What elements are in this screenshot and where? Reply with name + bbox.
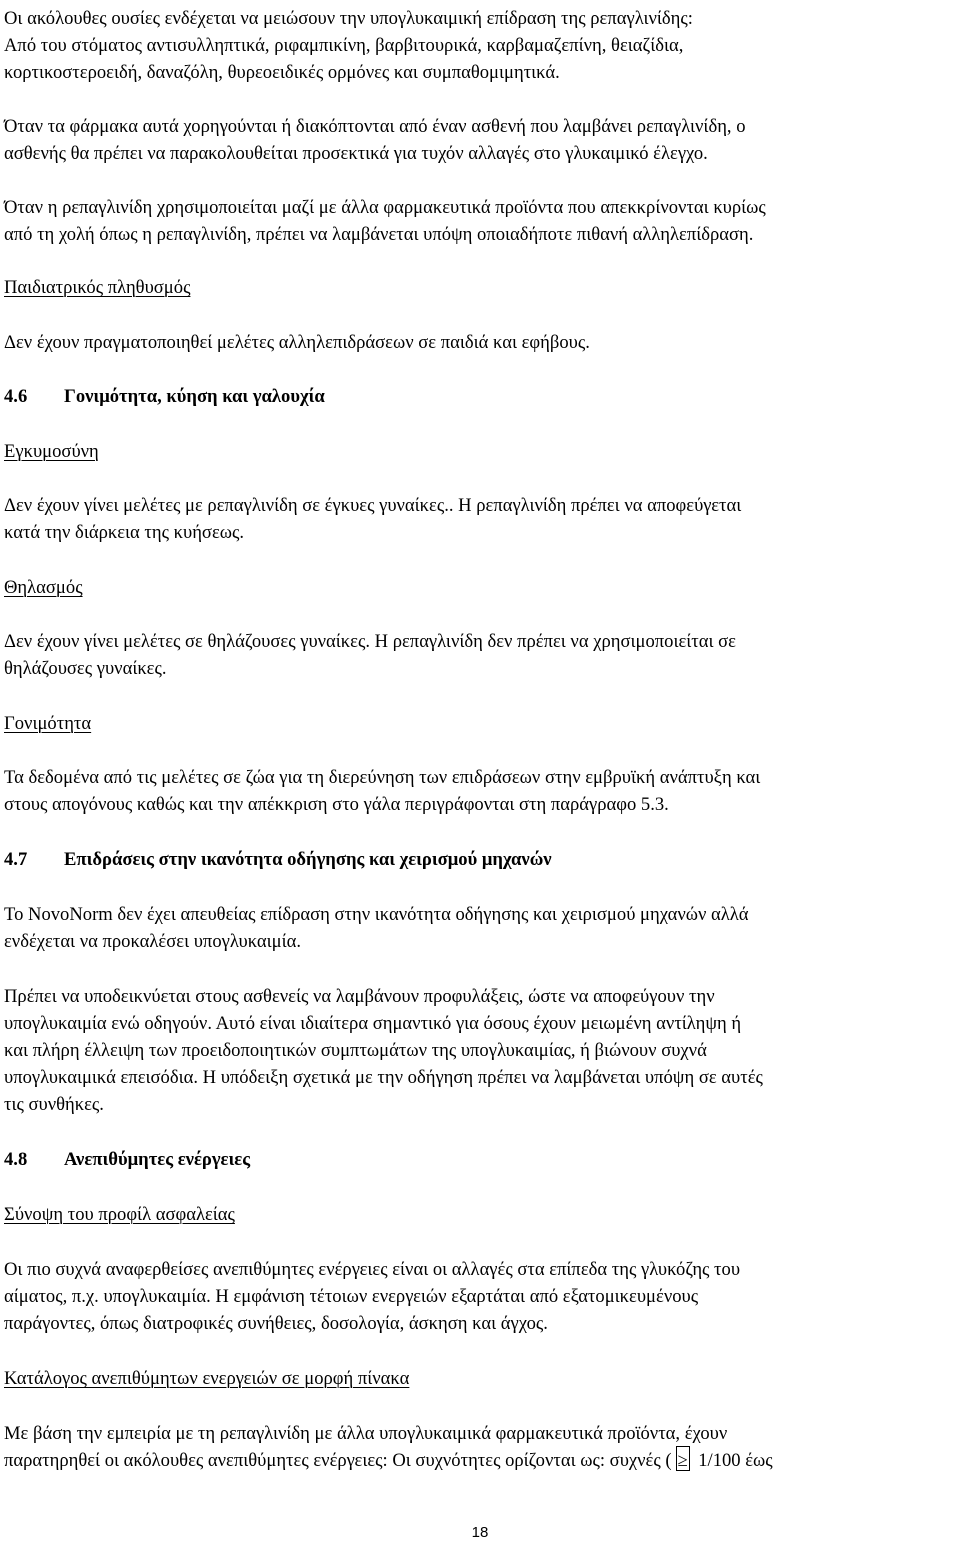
- text-run: παρατηρηθεί οι ακόλουθες ανεπιθύμητες ενέργειες: Οι συχνότητες ορίζονται ως: συχνές (: [4, 1450, 672, 1471]
- text-line: Τα δεδομένα από τις μελέτες σε ζώα για τη διερεύνηση των επιδράσεων στην εμβρυϊκή ανάπτυξη και: [4, 767, 761, 788]
- section-heading-4-7: [4, 846, 956, 873]
- text-line: Όταν η ρεπαγλινίδη χρησιμοποιείται μαζί με άλλα φαρμακευτικά προϊόντα που απεκκρίνονται κυρίως: [4, 197, 766, 218]
- greater-equal-symbol: ≥: [672, 1447, 694, 1474]
- text-line: ασθενής θα πρέπει να παρακολουθείται προσεκτικά για τυχόν αλλαγές στο γλυκαιμικό έλεγχο.: [4, 143, 708, 164]
- text-line: αίματος, π.χ. υπογλυκαιμία. Η εμφάνιση τέτοιων ενεργειών εξαρτάται από εξατομικευμένους: [4, 1286, 699, 1307]
- text-line: από τη χολή όπως η ρεπαγλινίδη, πρέπει να λαμβάνεται υπόψη οποιαδήποτε πιθανή αλληλεπίδραση.: [4, 224, 754, 245]
- text-run: 1/100 έως: [693, 1450, 773, 1471]
- subheading-safety-profile: Σύνοψη του προφίλ ασφαλείας: [4, 1204, 235, 1225]
- section-number: 4.6: [4, 386, 28, 407]
- text-line: στους απογόνους καθώς και την απέκκριση στο γάλα περιγράφονται στη παράγραφο 5.3.: [4, 794, 669, 815]
- section-heading-4-6: [4, 383, 956, 410]
- text-line: Όταν τα φάρμακα αυτά χορηγούνται ή διακόπτονται από έναν ασθενή που λαμβάνει ρεπαγλινίδη, ο: [4, 116, 746, 137]
- text-line: θηλάζουσες γυναίκες.: [4, 658, 167, 679]
- section-title: Γονιμότητα, κύηση και γαλουχία: [64, 386, 325, 407]
- text-line: και πλήρη έλλειψη των προειδοποιητικών συμπτωμάτων της υπογλυκαιμίας, ή βιώνουν συχνά: [4, 1040, 707, 1061]
- section-heading-4-8: [4, 1146, 956, 1173]
- text-line: [4, 1447, 956, 1474]
- subheading-breastfeeding: Θηλασμός: [4, 577, 83, 598]
- text-line: κορτικοστεροειδή, δαναζόλη, θυρεοειδικές ορμόνες και συμπαθομιμητικά.: [4, 62, 560, 83]
- text-line: Δεν έχουν πραγματοποιηθεί μελέτες αλληλεπιδράσεων σε παιδιά και εφήβους.: [4, 332, 590, 353]
- subheading-pregnancy: Εγκυμοσύνη: [4, 441, 99, 462]
- text-line: Πρέπει να υποδεικνύεται στους ασθενείς να λαμβάνουν προφυλάξεις, ώστε να αποφεύγουν την: [4, 986, 715, 1007]
- subheading-fertility: Γονιμότητα: [4, 713, 92, 734]
- text-line: Οι πιο συχνά αναφερθείσες ανεπιθύμητες ενέργειες είναι οι αλλαγές στα επίπεδα της γλυκόζης του: [4, 1259, 741, 1280]
- text-line: Δεν έχουν γίνει μελέτες με ρεπαγλινίδη σε έγκυες γυναίκες.. Η ρεπαγλινίδη πρέπει να αποφεύγεται: [4, 495, 742, 516]
- page-number: 18: [471, 1524, 489, 1541]
- text-line: Το NovoNorm δεν έχει απευθείας επίδραση στην ικανότητα οδήγησης και χειρισμού μηχανών αλλά: [4, 904, 749, 925]
- section-title: Επιδράσεις στην ικανότητα οδήγησης και χειρισμού μηχανών: [64, 849, 552, 870]
- subheading-adverse-reactions-table: Κατάλογος ανεπιθύμητων ενεργειών σε μορφή πίνακα: [4, 1368, 410, 1389]
- section-number: 4.7: [4, 849, 28, 870]
- text-line: τις συνθήκες.: [4, 1094, 104, 1115]
- text-line: Δεν έχουν γίνει μελέτες σε θηλάζουσες γυναίκες. Η ρεπαγλινίδη δεν πρέπει να χρησιμοποιείται σε: [4, 631, 736, 652]
- text-line: Οι ακόλουθες ουσίες ενδέχεται να μειώσουν την υπογλυκαιμική επίδραση της ρεπαγλινίδης:: [4, 8, 693, 29]
- section-title: Ανεπιθύμητες ενέργειες: [64, 1149, 251, 1170]
- text-line: ενδέχεται να προκαλέσει υπογλυκαιμία.: [4, 931, 302, 952]
- text-line: κατά την διάρκεια της κυήσεως.: [4, 522, 245, 543]
- text-line: Με βάση την εμπειρία με τη ρεπαγλινίδη με άλλα υπογλυκαιμικά φαρμακευτικά προϊόντα, έχουν: [4, 1423, 728, 1444]
- text-line: Από του στόματος αντισυλληπτικά, ριφαμπικίνη, βαρβιτουρικά, καρβαμαζεπίνη, θειαζίδια,: [4, 35, 684, 56]
- subheading-pediatric: Παιδιατρικός πληθυσμός: [4, 277, 191, 298]
- section-number: 4.8: [4, 1149, 28, 1170]
- text-line: παράγοντες, όπως διατροφικές συνήθειες, δοσολογία, άσκηση και άγχος.: [4, 1313, 548, 1334]
- text-line: υπογλυκαιμικά επεισόδια. Η υπόδειξη σχετικά με την οδήγηση πρέπει να λαμβάνεται υπόψη σε αυτές: [4, 1067, 763, 1088]
- text-line: υπογλυκαιμία ενώ οδηγούν. Αυτό είναι ιδιαίτερα σημαντικό για όσους έχουν μειωμένη αντίληψη ή: [4, 1013, 742, 1034]
